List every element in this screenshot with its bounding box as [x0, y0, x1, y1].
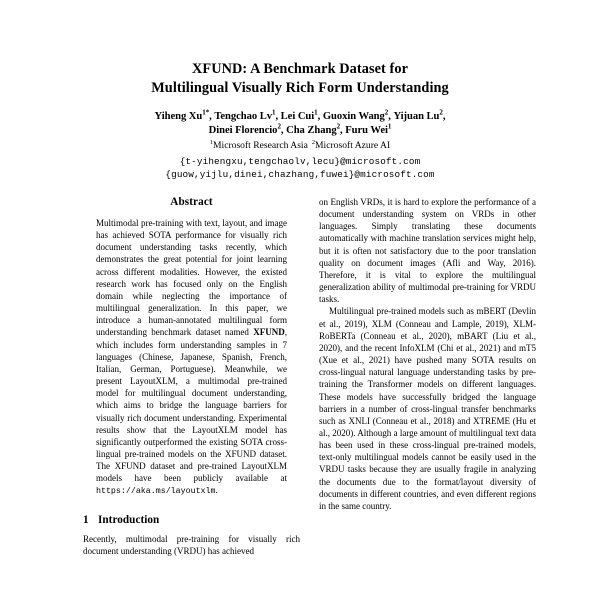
author-sep: , [209, 111, 215, 123]
author-sep: , [442, 111, 446, 123]
author-yiheng-xu: Yiheng Xu [154, 111, 203, 123]
affiliation-list [0, 140, 600, 152]
author-furu-wei: Furu Wei [345, 125, 388, 137]
author-affil-marker: 1 [314, 108, 318, 117]
author-guoxin-wang: Guoxin Wang [322, 111, 385, 123]
author-sep: , [275, 111, 281, 123]
abstract-heading: Abstract [170, 196, 213, 208]
email-line-2: {guow,yijlu,dinei,chazhang,fuwei}@microsoft.com [165, 168, 435, 180]
author-affil-marker: 1 [272, 108, 276, 117]
right-column-paragraph-2: Multilingual pre-trained models such as mBERT (Devlin et al., 2019), XLM (Conneau and Lample, 2019), XLM-RoBERTa (Conneau et al., 2020), mBART (Liu et al., 2020), and the recent InfoXLM (Chi et al., 2021) and mT5 (Xue et al., 2021) have pushed many SOTA results on cross-lingual natural language understanding tasks by pre-training the Transformer models on different languages. These models have successfully bridged the language barriers in a number of cross-lingual transfer benchmarks such as XNLI (Conneau et al., 2018) and XTREME (Hu et al., 2020). Although a large amount of multilingual text data has been used in these cross-lingual pre-trained models, text-only multilingual models cannot be easily used in the VRDU tasks because they are usually fragile in analyzing the documents due to the format/layout diversity of documents in different countries, and even different regions in the same country. [319, 306, 536, 511]
affiliation-1-label: Microsoft Research Asia [213, 140, 308, 152]
abstract-text [96, 217, 287, 498]
introduction-paragraph-1: Recently, multimodal pre-training for visually rich document understanding (VRDU) has achieved [83, 533, 300, 556]
author-affil-marker: 2 [336, 122, 341, 131]
author-cha-zhang: Cha Zhang [286, 125, 337, 137]
title-line-2: Multilingual Visually Rich Form Understanding [151, 79, 449, 96]
left-column [83, 196, 300, 600]
author-sep: , [388, 111, 394, 123]
abstract-section [83, 196, 300, 498]
author-line-1 [0, 110, 600, 124]
affiliation-2-label: Microsoft Azure AI [315, 140, 391, 152]
right-column-paragraph-1: on English VRDs, it is hard to explore the performance of a document understanding system on VRDs in other languages. Simply translating these documents automatically with machine translation services might help, but it is often not satisfactory due to the poor translation quality on document images (Afli and Way, 2016). Therefore, it is vital to explore the multilingual generalization ability of multimodal pre-training for VRDU tasks. [319, 197, 536, 305]
author-line-2 [0, 124, 600, 138]
author-sep: , [340, 125, 346, 137]
author-affil-marker: 2 [384, 108, 389, 117]
affiliation-2 [312, 140, 390, 151]
author-affil-marker: 1* [202, 108, 210, 117]
section-heading-introduction [83, 514, 300, 526]
page-title [90, 60, 510, 97]
author-sep: , [317, 111, 323, 123]
abstract-text-part-2: , which includes form understanding samples in 7 languages (Chinese, Japanese, Spanish, French, Italian, German, Portuguese). Meanwhile, we present LayoutXLM, a multimodal pre-trained model for multilingual document understanding, which aims to bridge the language barriers for visually rich document understanding. Experimental results show that the LayoutXLM model has significantly outperformed the existing SOTA cross-lingual pre-trained models on the XFUND dataset. The XFUND dataset and pre-trained LayoutXLM models have been publicly available at [96, 327, 287, 484]
title-line-1: XFUND: A Benchmark Dataset for [191, 61, 409, 77]
email-block [0, 156, 600, 182]
author-affil-marker: 1 [387, 122, 392, 131]
abstract-text-part-1: Multimodal pre-training with text, layout, and image has achieved SOTA performance for visually rich document understanding tasks recently, which demonstrates the great potential for joint learning across different modalities. However, the existed research work has focused only on the English domain while neglecting the importance of multilingual generalization. In this paper, we introduce a human-annotated multilingual form understanding benchmark dataset named [96, 218, 287, 338]
affiliation-marker-2: 2 [311, 139, 316, 147]
author-sep: , [280, 125, 287, 137]
author-yijuan-lu: Yijuan Lu [393, 111, 440, 123]
abstract-text-part-3: . [215, 485, 218, 496]
email-line-1: {t-yihengxu,tengchaolv,lecu}@microsoft.com [179, 155, 421, 167]
section-number: 1 [83, 513, 89, 526]
abstract-url[interactable]: https://aka.ms/layoutxlm [96, 487, 216, 497]
author-tengchao-lv: Tengchao Lv [214, 111, 272, 123]
author-lei-cui: Lei Cui [280, 111, 315, 123]
author-list [0, 110, 600, 138]
affiliation-marker-1: 1 [209, 139, 213, 147]
author-affil-marker: 2 [439, 108, 443, 117]
right-column [319, 196, 536, 600]
section-title: Introduction [98, 513, 160, 526]
paper-header [0, 0, 600, 181]
affiliation-1 [210, 140, 308, 151]
abstract-dataset-name: XFUND [253, 327, 285, 338]
body-columns [0, 196, 600, 600]
author-dinei-florencio: Dinei Florencio [208, 125, 278, 137]
author-affil-marker: 2 [277, 122, 281, 131]
